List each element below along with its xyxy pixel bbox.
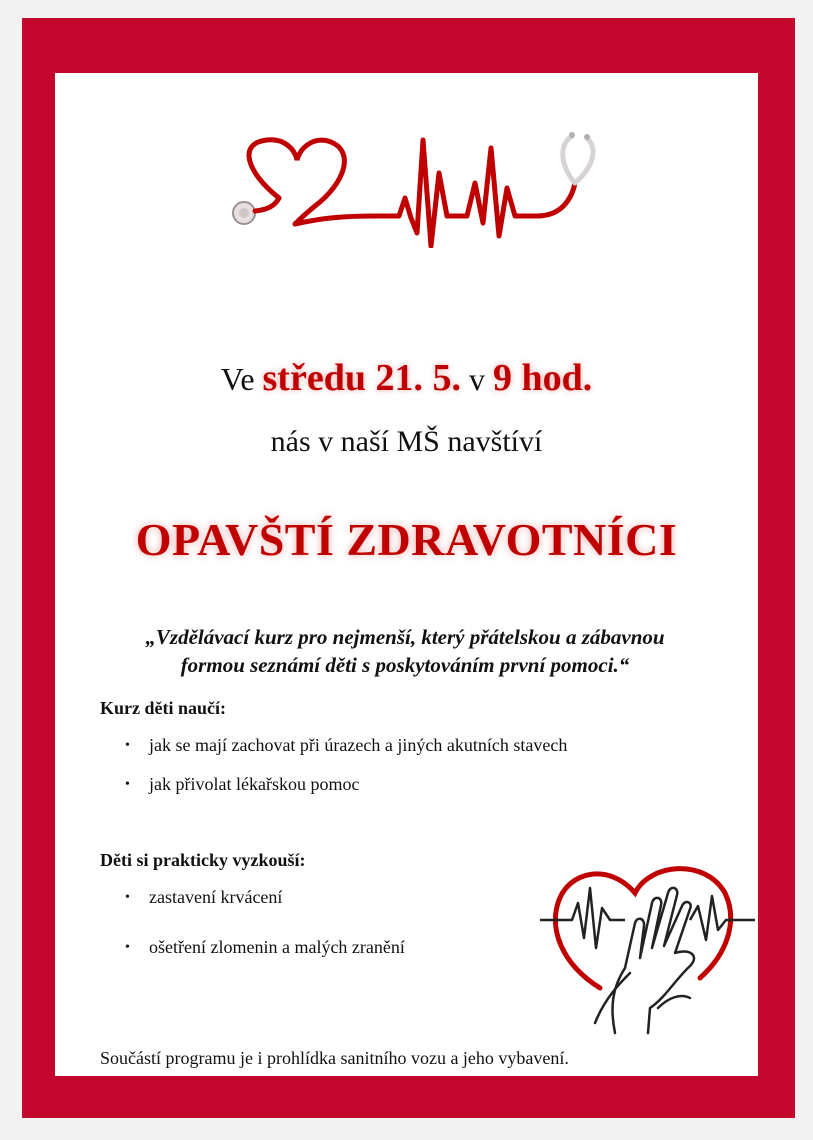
list-item: • ošetření zlomenin a malých zranění <box>125 937 405 957</box>
poster-content <box>55 73 758 1076</box>
course-quote <box>95 623 715 679</box>
list-item: • jak přivolat lékařskou pomoc <box>125 774 360 794</box>
list-item: • zastavení krvácení <box>125 887 283 907</box>
list-item: • jak se mají zachovat při úrazech a jiných akutních stavech <box>125 735 568 755</box>
announcement-day: středu 21. 5. <box>262 357 461 399</box>
bullet-icon: • <box>125 738 130 753</box>
poster-border <box>22 18 795 1118</box>
heart-hands-heartbeat-icon <box>540 848 755 1038</box>
section-heading-learn: Kurz děti naučí: <box>100 698 226 718</box>
bullet-icon: • <box>125 777 130 792</box>
course-quote-line2: formou seznámí děti s poskytováním první pomoci.“ <box>180 653 630 677</box>
heart-stethoscope-heartbeat-icon <box>227 128 609 248</box>
bullet-icon: • <box>125 940 130 955</box>
announcement-line <box>55 356 758 400</box>
program-footer: Součástí programu je i prohlídka sanitního vozu a jeho vybavení. <box>100 1048 569 1068</box>
section-heading-practice: Děti si prakticky vyzkouší: <box>100 850 306 870</box>
poster-title: OPAVŠTÍ ZDRAVOTNÍCI <box>135 514 678 565</box>
course-quote-line1: „Vzdělávací kurz pro nejmenší, který přátelskou a zábavnou <box>145 625 665 649</box>
announcement-middle: v <box>468 361 485 397</box>
announcement-prefix: Ve <box>220 361 255 397</box>
bullet-icon: • <box>125 890 130 905</box>
announcement-time: 9 hod. <box>492 357 593 399</box>
visit-line: nás v naší MŠ navštíví <box>270 425 543 458</box>
